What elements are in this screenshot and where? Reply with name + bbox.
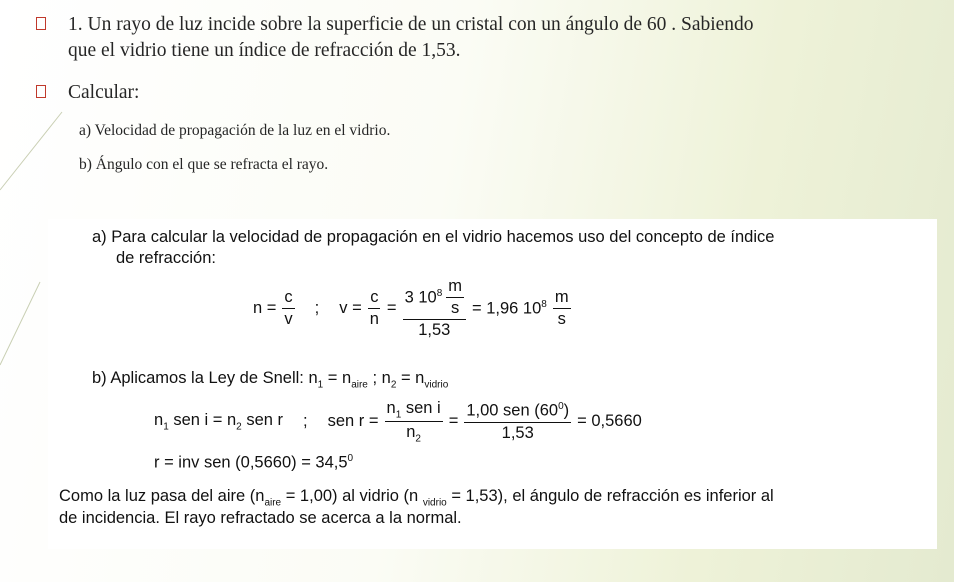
conclusion-line1: Como la luz pasa del aire $(n_{aire} = 1,00)$ al vidrio (n $_{vidrio}$ = 1,53), el ángulo de refracción es inferior al [59, 487, 774, 509]
fraction-m-s: $\frac{m}{s}$ [554, 288, 569, 328]
solution-a-line1: a) Para calcular la velocidad de propagación en el vidrio hacemos uso del concepto de índice [92, 228, 775, 246]
fraction-snell: $\frac{n_1 sen i}{n_2}$ [386, 399, 441, 445]
calcular-label: Calcular: [68, 82, 140, 103]
fraction-c-n: $\frac{c}{n}$ [369, 288, 379, 328]
conclusion-line2: de incidencia. El rayo refractado se acerca a la normal. [59, 509, 462, 527]
bullet-icon [36, 85, 46, 98]
fraction-speed-light: 3 $10^8$ $\frac{m}{s}$ 1,53 [403, 277, 466, 340]
inverse-sine-line: r = inv sen $(0,5660) = 34,5^0$ [154, 453, 354, 472]
item-b: b) Ángulo con el que se refracta el rayo. [79, 156, 329, 173]
solution-a-line2: de refracción: [116, 249, 216, 267]
equation-snell: $n_1$ sen $i = n_2$ sen r ; sen r = $\frac{n_1 sen i}{n_2}$ = $\frac{1,00 sen (60^0)}{1,53}$ = 0,5660 [154, 399, 642, 445]
item-a: a) Velocidad de propagación de la luz en el vidrio. [79, 122, 391, 139]
problem-statement-line1: 1. Un rayo de luz incide sobre la superficie de un cristal con un ángulo de 60 . Sabiendo [68, 14, 754, 35]
fraction-c-v: $\frac{c}{v}$ [284, 288, 293, 328]
equation-velocity: n = $\frac{c}{v}$ ; v = $\frac{c}{n}$ = 3 $10^8$ $\frac{m}{s}$ 1,53 = 1,96 $10^8$ $\frac{m}{s}$ [253, 277, 569, 339]
bullet-icon [36, 17, 46, 30]
solution-panel [48, 219, 937, 549]
fraction-sen60: $\frac{1,00 sen (60^0)}{1,53}$ [466, 401, 570, 442]
problem-statement-line2: que el vidrio tiene un índice de refracción de 1,53. [68, 40, 461, 61]
solution-b-line: b) Aplicamos la Ley de Snell: $n_1 = n_{aire}$ ; $n_2 = n_{vidrio}$ [92, 369, 449, 391]
